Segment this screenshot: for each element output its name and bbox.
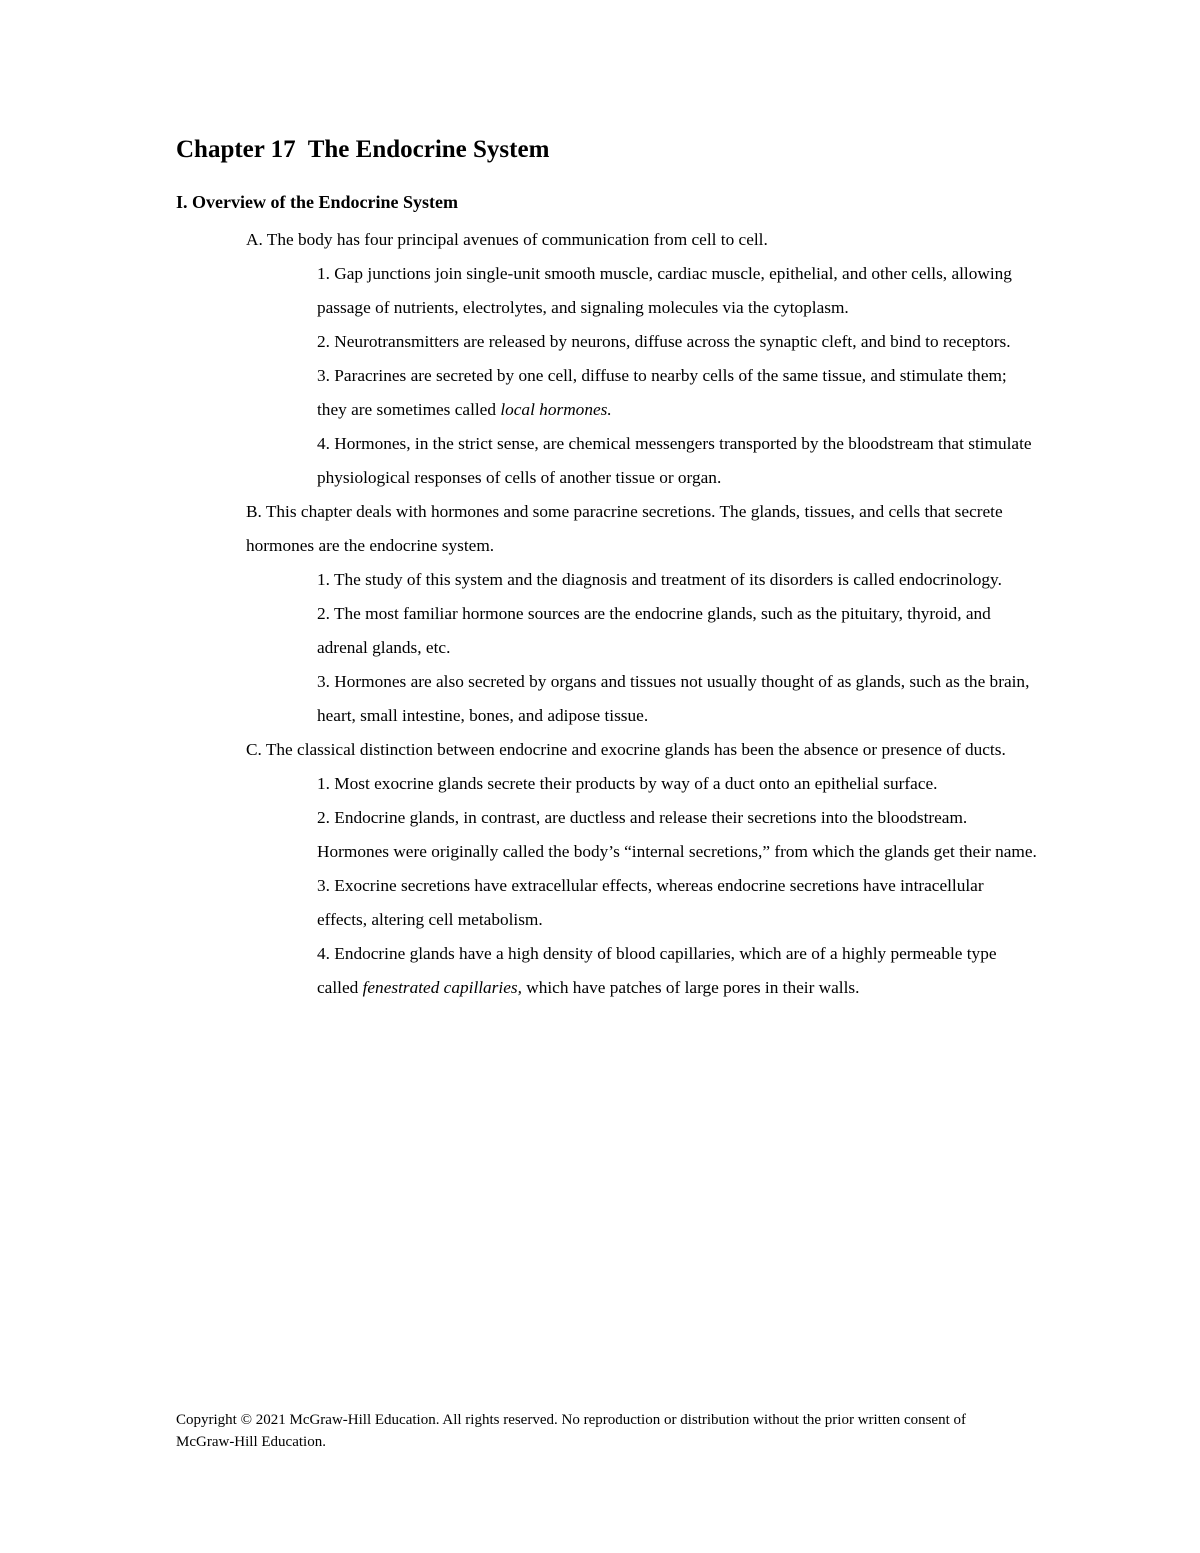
paragraph-c: C. The classical distinction between endocrine and exocrine glands has been the absence or presence of ducts.	[246, 740, 1006, 759]
item-c-4-tail: which have patches of large pores in their walls.	[521, 978, 860, 997]
item-a-4: 4. Hormones, in the strict sense, are chemical messengers transported by the bloodstream that stimulate physiological responses of cells of another tissue or organ.	[317, 434, 1032, 487]
item-a-3	[0, 359, 1037, 427]
item-c-4-text: 4. Endocrine glands have a high density of blood capillaries, which are of a highly permeable type called	[317, 944, 997, 997]
item-a-3-text: 3. Paracrines are secreted by one cell, diffuse to nearby cells of the same tissue, and stimulate them; they are sometimes called	[317, 366, 1007, 419]
document-body	[0, 223, 1200, 1005]
item-c-1: 1. Most exocrine glands secrete their products by way of a duct onto an epithelial surface.	[317, 774, 938, 793]
item-b-2: 2. The most familiar hormone sources are the endocrine glands, such as the pituitary, thyroid, and adrenal glands, etc.	[317, 604, 991, 657]
item-b-3: 3. Hormones are also secreted by organs and tissues not usually thought of as glands, such as the brain, heart, small intestine, bones, and adipose tissue.	[317, 672, 1030, 725]
item-c-4-emphasis: fenestrated capillaries,	[362, 978, 522, 997]
paragraph-b: B. This chapter deals with hormones and some paracrine secretions. The glands, tissues, and cells that secrete hormones are the endocrine system.	[246, 502, 1003, 555]
copyright-footer: Copyright © 2021 McGraw-Hill Education. All rights reserved. No reproduction or distribution without the prior written consent of McGraw-Hill Education.	[176, 1412, 967, 1450]
item-a-1: 1. Gap junctions join single-unit smooth muscle, cardiac muscle, epithelial, and other cells, allowing passage of nutrients, electrolytes, and signaling molecules via the cytoplasm.	[317, 264, 1012, 317]
item-c-4	[0, 937, 1037, 1005]
item-c-2: 2. Endocrine glands, in contrast, are ductless and release their secretions into the bloodstream. Hormones were originally called the body’s “internal secretions,” from which the glands get their name.	[317, 808, 1037, 861]
chapter-title: Chapter 17 The Endocrine System	[176, 136, 550, 163]
item-a-2: 2. Neurotransmitters are released by neurons, diffuse across the synaptic cleft, and bind to receptors.	[317, 332, 1011, 351]
item-b-1: 1. The study of this system and the diagnosis and treatment of its disorders is called endocrinology.	[317, 570, 1002, 589]
section-heading: I. Overview of the Endocrine System	[176, 192, 458, 212]
item-a-3-emphasis: local hormones.	[500, 400, 612, 419]
paragraph-a: A. The body has four principal avenues of communication from cell to cell.	[246, 230, 768, 249]
item-c-3: 3. Exocrine secretions have extracellular effects, whereas endocrine secretions have intracellular effects, altering cell metabolism.	[317, 876, 984, 929]
